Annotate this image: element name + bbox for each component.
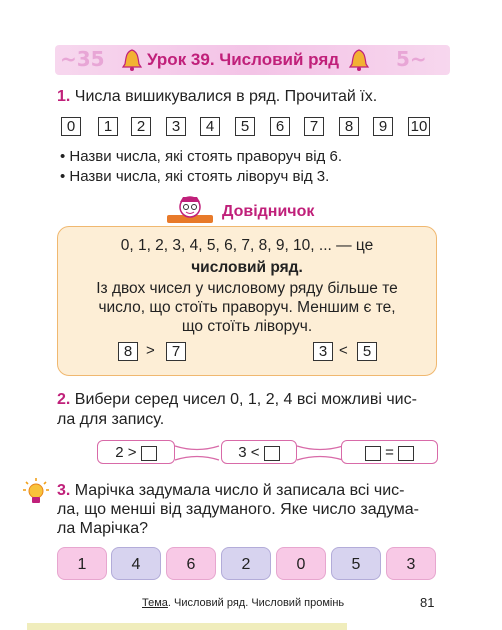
- answer-card[interactable]: 1: [57, 547, 107, 580]
- footer-topic: [142, 597, 344, 609]
- task2-text: Вибери серед чисел 0, 1, 2, 4 всі можливі чис-: [74, 391, 417, 408]
- answer-card[interactable]: 2: [221, 547, 271, 580]
- topic-label: Тема: [142, 597, 168, 609]
- task3-line: [57, 482, 405, 500]
- task1-line: [57, 88, 377, 106]
- bullet-item: • Назви числа, які стоять праворуч від 6.: [60, 148, 342, 165]
- number-card: 6: [270, 117, 290, 136]
- expression-text: 2 >: [115, 444, 137, 461]
- answer-card[interactable]: 4: [111, 547, 161, 580]
- page-number: 81: [420, 595, 435, 610]
- task3-number: 3.: [57, 482, 71, 499]
- bullet-text: Назви числа, які стоять ліворуч від 3.: [69, 168, 330, 185]
- task3-text: ла Марічка?: [57, 520, 149, 537]
- banner-decoration-left: ~35: [60, 47, 105, 71]
- task2-line: [57, 391, 417, 409]
- reference-term: числовий ряд.: [191, 259, 303, 276]
- answer-expression[interactable]: [97, 440, 175, 464]
- number-card: 7: [166, 342, 186, 361]
- compare-sign: <: [339, 342, 348, 359]
- footer-strip: [27, 623, 347, 630]
- comparison-example: [313, 342, 393, 364]
- number-card: 3: [313, 342, 333, 361]
- task3-text: Марічка задумала число й записала всі чис-: [74, 482, 405, 499]
- answer-card[interactable]: 0: [276, 547, 326, 580]
- comparison-example: [118, 342, 198, 364]
- compare-sign: >: [146, 342, 155, 359]
- professor-icon: [163, 193, 217, 225]
- number-card: 8: [118, 342, 138, 361]
- answer-box[interactable]: [365, 446, 381, 461]
- bell-icon: [348, 48, 370, 72]
- number-card: 9: [373, 117, 393, 136]
- number-card: 7: [304, 117, 324, 136]
- task2-number: 2.: [57, 391, 71, 408]
- number-card: 2: [131, 117, 151, 136]
- answer-card[interactable]: 3: [386, 547, 436, 580]
- answer-expression[interactable]: [341, 440, 438, 464]
- answer-box[interactable]: [141, 446, 157, 461]
- number-card: 4: [200, 117, 220, 136]
- number-card: 5: [235, 117, 255, 136]
- answer-expression[interactable]: [221, 440, 297, 464]
- number-row: [58, 117, 438, 147]
- reference-line: число, що стоїть праворуч. Меншим є те,: [98, 299, 396, 316]
- task1-text: Числа вишикувалися в ряд. Прочитай їх.: [74, 88, 378, 105]
- task3-text: ла, що менші від задуманого. Яке число задума-: [57, 501, 419, 518]
- answer-box[interactable]: [398, 446, 414, 461]
- reference-line: Із двох чисел у числовому ряду більше те: [96, 280, 398, 297]
- expression-text: 3 <: [238, 444, 260, 461]
- number-card: 8: [339, 117, 359, 136]
- number-card: 3: [166, 117, 186, 136]
- lesson-title: Урок 39. Числовий ряд: [147, 50, 340, 69]
- answer-box[interactable]: [264, 446, 280, 461]
- answer-card[interactable]: 5: [331, 547, 381, 580]
- expression-text: =: [385, 444, 394, 461]
- number-card: 1: [98, 117, 118, 136]
- topic-text: . Числовий ряд. Числовий промінь: [167, 597, 345, 609]
- task2-text: ла для запису.: [57, 411, 165, 428]
- number-card: 0: [61, 117, 81, 136]
- reference-line: 0, 1, 2, 3, 4, 5, 6, 7, 8, 9, 10, ... — це: [120, 237, 374, 254]
- bullet-text: Назви числа, які стоять праворуч від 6.: [69, 148, 342, 165]
- answer-card[interactable]: 6: [166, 547, 216, 580]
- number-card: 10: [408, 117, 430, 136]
- lightbulb-icon: [23, 478, 49, 506]
- reference-line: що стоїть ліворуч.: [181, 318, 313, 335]
- bell-icon: [121, 48, 143, 72]
- banner-decoration-right: 5~: [396, 47, 427, 71]
- number-card: 5: [357, 342, 377, 361]
- reference-title: Довідничок: [222, 203, 315, 220]
- task1-number: 1.: [57, 88, 71, 105]
- bullet-item: • Назви числа, які стоять ліворуч від 3.: [60, 168, 330, 185]
